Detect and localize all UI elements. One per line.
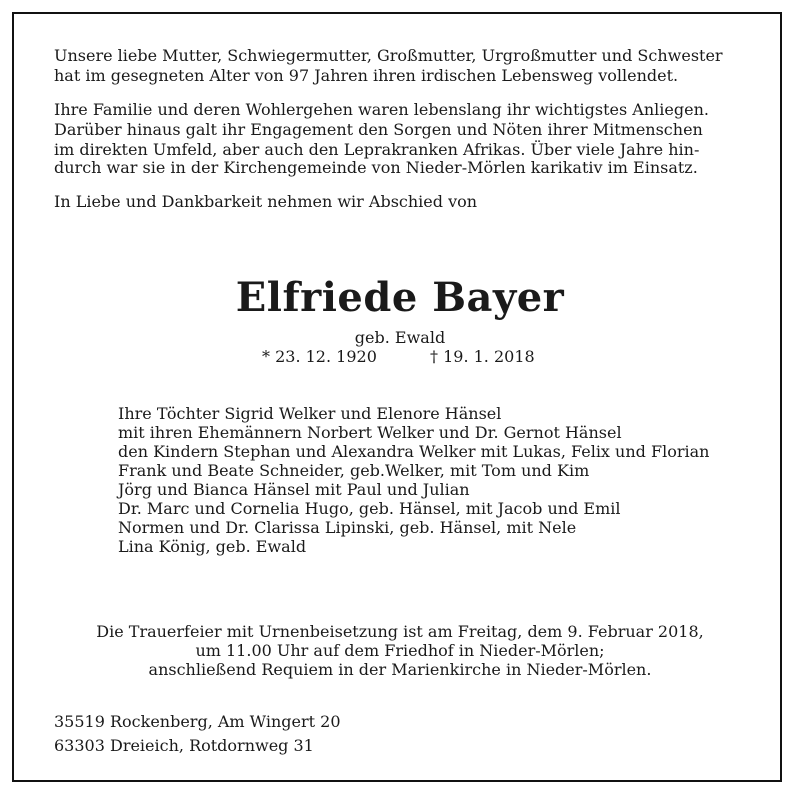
intro-line: hat im gesegneten Alter von 97 Jahren ihren irdischen Lebensweg vollendet.: [54, 66, 679, 85]
maiden-name: geb. Ewald: [354, 328, 446, 347]
death-date: † 19. 1. 2018: [430, 347, 535, 366]
intro-line: durch war sie in der Kirchengemeinde von Nieder-Mörlen karikativ im Einsatz.: [54, 158, 698, 177]
address-line: 63303 Dreieich, Rotdornweg 31: [54, 736, 314, 755]
intro-line: im direkten Umfeld, aber auch den Leprakranken Afrikas. Über viele Jahre hin-: [54, 140, 700, 159]
intro-line: Ihre Familie und deren Wohlergehen waren lebenslang ihr wichtigstes Anliegen.: [54, 100, 709, 119]
birth-date: * 23. 12. 1920: [262, 347, 377, 366]
family-line: Lina König, geb. Ewald: [118, 537, 307, 556]
family-line: den Kindern Stephan und Alexandra Welker mit Lukas, Felix und Florian: [118, 442, 710, 461]
intro-line: Darüber hinaus galt ihr Engagement den Sorgen und Nöten ihrer Mitmenschen: [54, 120, 703, 139]
family-line: Jörg und Bianca Hänsel mit Paul und Julian: [118, 480, 470, 499]
family-line: Frank und Beate Schneider, geb.Welker, mit Tom und Kim: [118, 461, 590, 480]
family-line: mit ihren Ehemännern Norbert Welker und Dr. Gernot Hänsel: [118, 423, 622, 442]
address-line: 35519 Rockenberg, Am Wingert 20: [54, 712, 341, 731]
ceremony-line: um 11.00 Uhr auf dem Friedhof in Nieder-Mörlen;: [195, 641, 605, 660]
family-line: Normen und Dr. Clarissa Lipinski, geb. Hänsel, mit Nele: [118, 518, 577, 537]
ceremony-line: anschließend Requiem in der Marienkirche in Nieder-Mörlen.: [148, 660, 652, 679]
family-line: Ihre Töchter Sigrid Welker und Elenore Hänsel: [118, 404, 502, 423]
intro-line: Unsere liebe Mutter, Schwiegermutter, Großmutter, Urgroßmutter und Schwester: [54, 46, 723, 65]
family-line: Dr. Marc und Cornelia Hugo, geb. Hänsel, mit Jacob und Emil: [118, 499, 621, 518]
deceased-name: Elfriede Bayer: [235, 274, 565, 321]
ceremony-line: Die Trauerfeier mit Urnenbeisetzung ist am Freitag, dem 9. Februar 2018,: [96, 622, 704, 641]
farewell-line: In Liebe und Dankbarkeit nehmen wir Abschied von: [54, 192, 478, 211]
